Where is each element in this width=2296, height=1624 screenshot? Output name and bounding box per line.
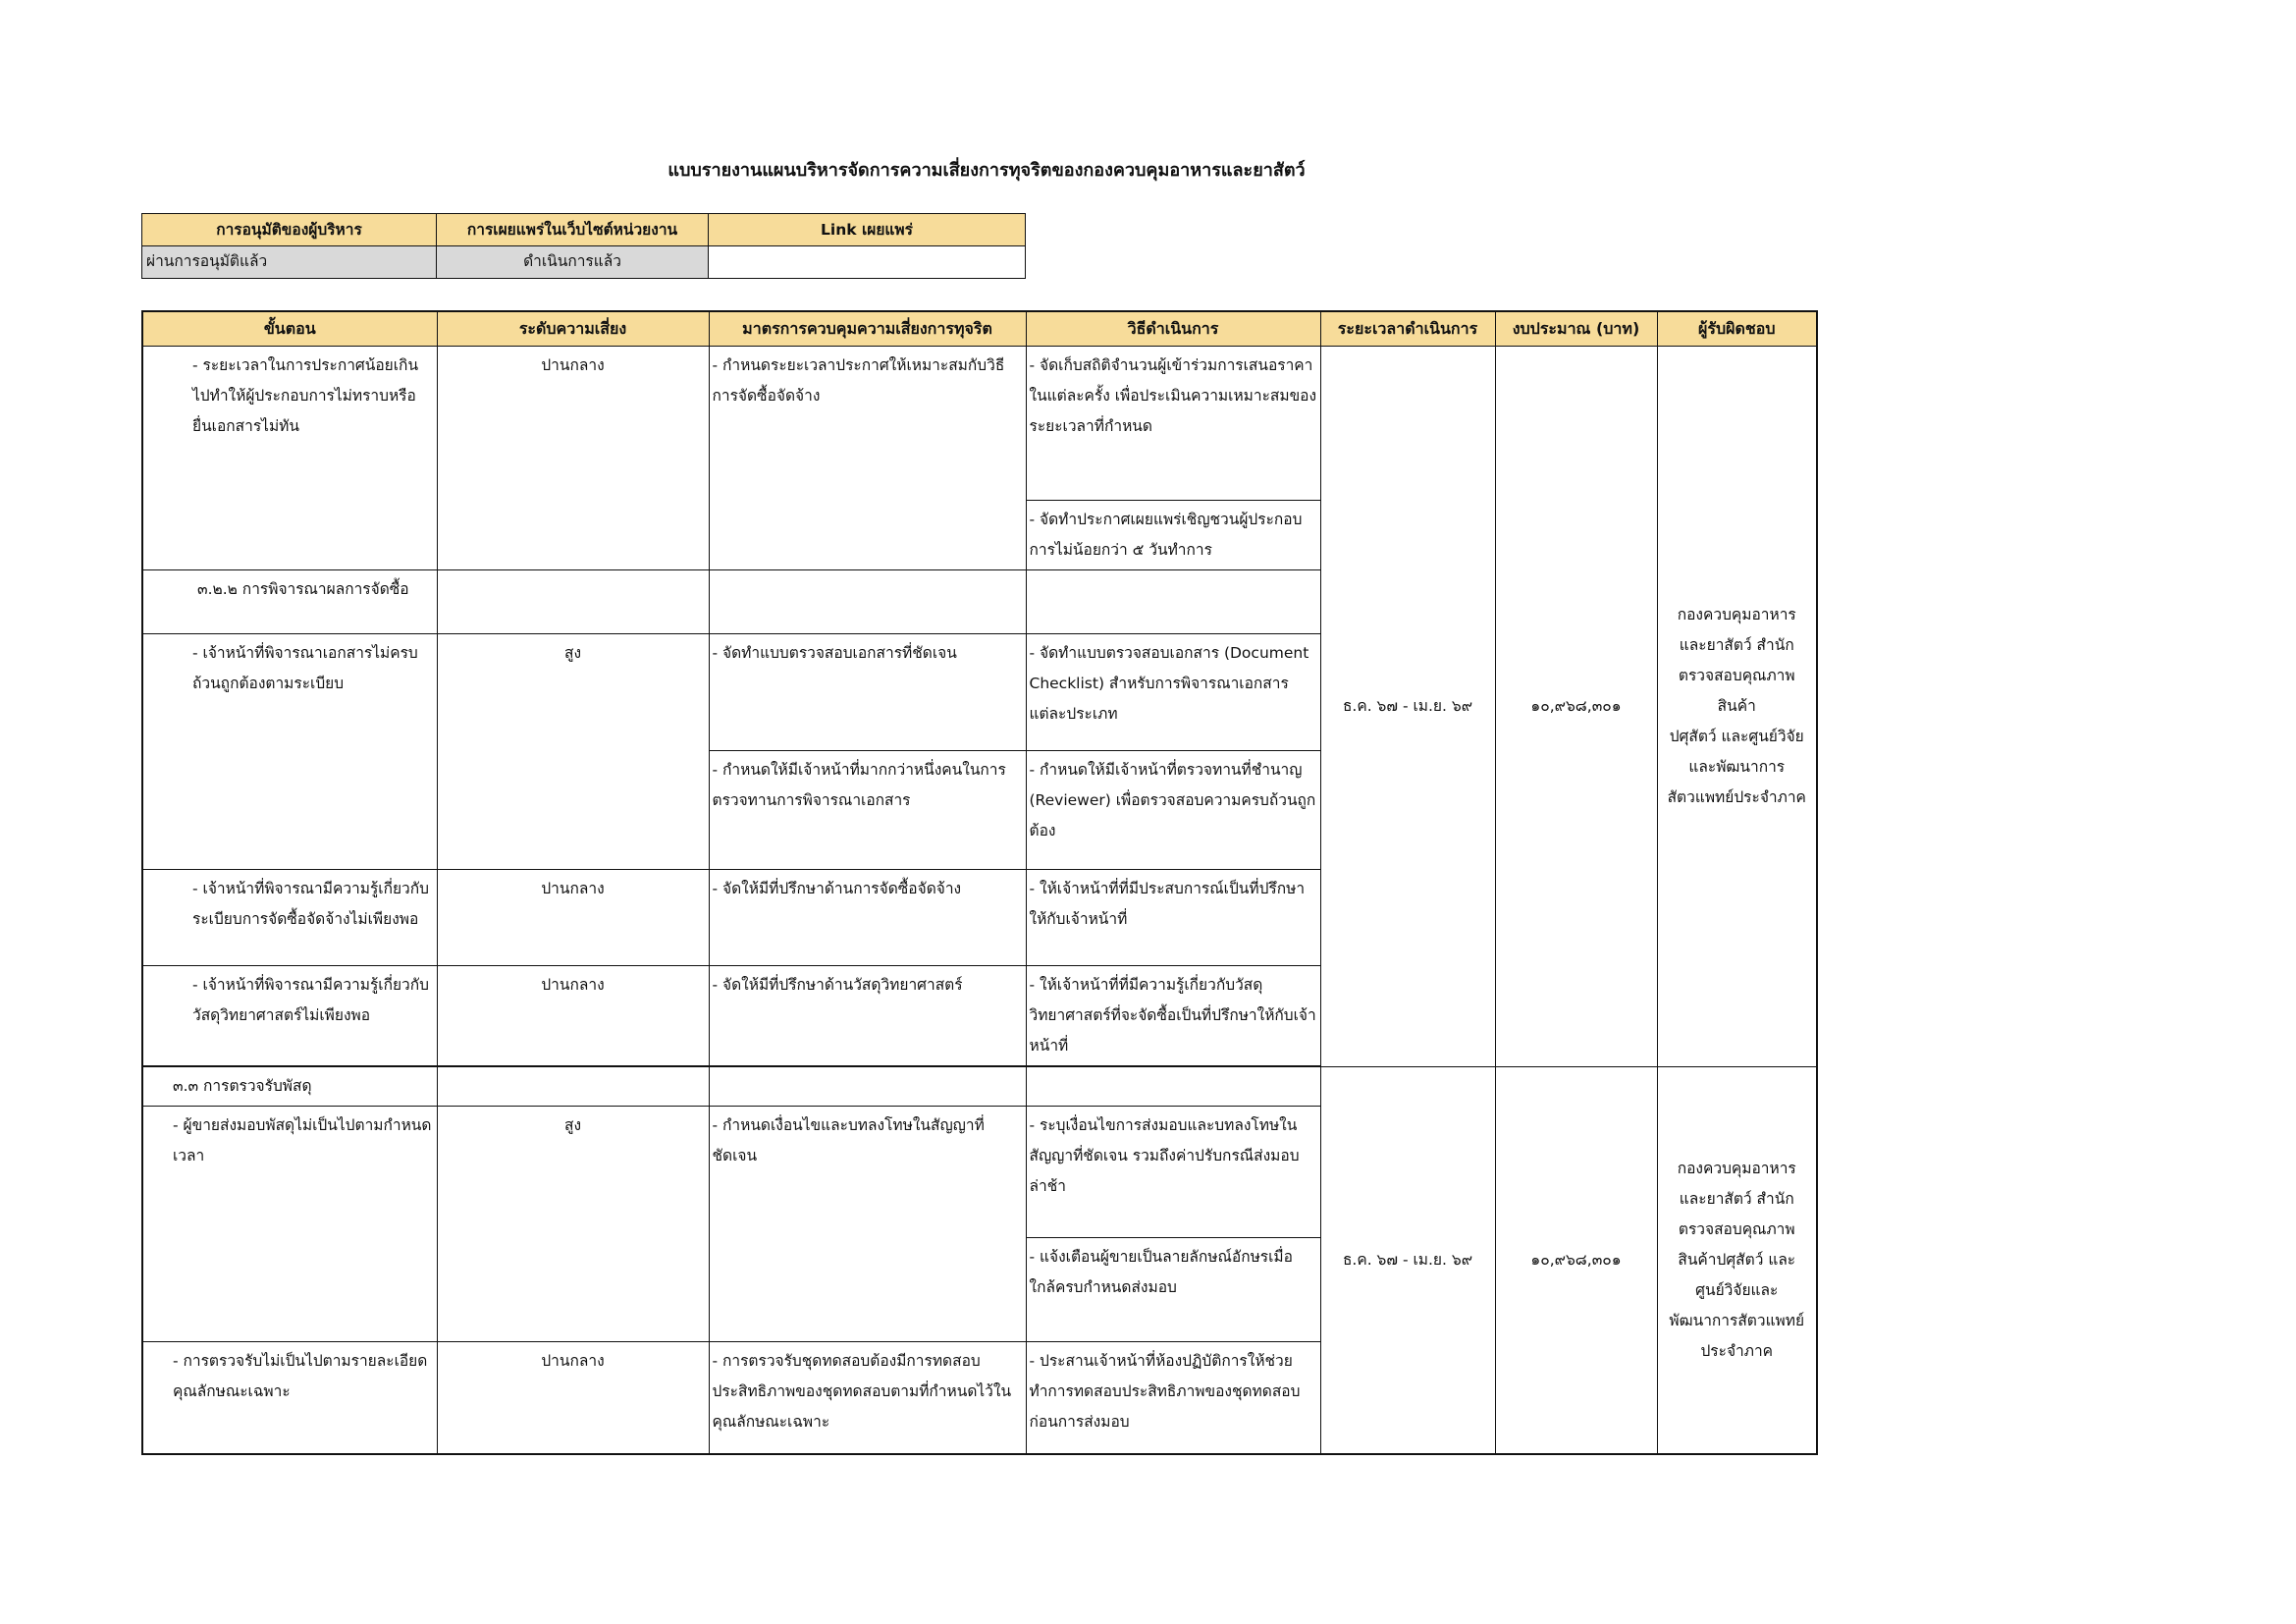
risk-level-cell: ปานกลาง xyxy=(437,965,709,1065)
risk-level-cell: ปานกลาง xyxy=(437,869,709,965)
empty-cell xyxy=(437,1066,709,1106)
risk-level-cell: ปานกลาง xyxy=(437,346,709,569)
approval-header-link: Link เผยแพร่ xyxy=(709,214,1026,246)
empty-cell xyxy=(1026,1066,1320,1106)
risk-level-cell: ปานกลาง xyxy=(437,1341,709,1454)
risk-plan-table xyxy=(141,310,1818,1455)
approval-header-website: การเผยแพร่ในเว็บไซต์หน่วยงาน xyxy=(437,214,709,246)
header-method: วิธีดำเนินการ xyxy=(1026,311,1320,346)
method-cell: - ให้เจ้าหน้าที่ที่มีประสบการณ์เป็นที่ปรึกษาให้กับเจ้าหน้าที่ xyxy=(1026,869,1320,965)
budget-cell: ๑๐,๙๖๘,๓๐๑ xyxy=(1495,1066,1657,1454)
step-cell: - เจ้าหน้าที่พิจารณามีความรู้เกี่ยวกับวัสดุวิทยาศาสตร์ไม่เพียงพอ xyxy=(142,965,437,1065)
approval-status: ผ่านการอนุมัติแล้ว xyxy=(142,246,437,279)
empty-cell xyxy=(709,569,1026,633)
budget-cell: ๑๐,๙๖๘,๓๐๑ xyxy=(1495,346,1657,1066)
step-cell: - เจ้าหน้าที่พิจารณาเอกสารไม่ครบถ้วนถูกต้องตามระเบียบ xyxy=(142,633,437,869)
step-cell: - ผู้ขายส่งมอบพัสดุไม่เป็นไปตามกำหนดเวลา xyxy=(142,1106,437,1341)
method-cell: - ระบุเงื่อนไขการส่งมอบและบทลงโทษในสัญญาที่ชัดเจน รวมถึงค่าปรับกรณีส่งมอบล่าช้า xyxy=(1026,1106,1320,1237)
owner-cell: กองควบคุมอาหาร และยาสัตว์ สำนัก ตรวจสอบคุณภาพ สินค้าปศุสัตว์ และ ศูนย์วิจัยและ พัฒนาการสัตวแพทย์ ประจำภาค xyxy=(1657,1066,1817,1454)
step-cell: - เจ้าหน้าที่พิจารณามีความรู้เกี่ยวกับระเบียบการจัดซื้อจัดจ้างไม่เพียงพอ xyxy=(142,869,437,965)
step-cell: - ระยะเวลาในการประกาศน้อยเกินไปทำให้ผู้ประกอบการไม่ทราบหรือยื่นเอกสารไม่ทัน xyxy=(142,346,437,569)
risk-level-cell: สูง xyxy=(437,633,709,869)
publish-link xyxy=(709,246,1026,279)
approval-table xyxy=(141,213,1026,279)
measure-cell: - จัดให้มีที่ปรึกษาด้านการจัดซื้อจัดจ้าง xyxy=(709,869,1026,965)
method-cell: - ประสานเจ้าหน้าที่ห้องปฏิบัติการให้ช่วยทำการทดสอบประสิทธิภาพของชุดทดสอบก่อนการส่งมอบ xyxy=(1026,1341,1320,1454)
step-cell: - การตรวจรับไม่เป็นไปตามรายละเอียดคุณลักษณะเฉพาะ xyxy=(142,1341,437,1454)
period-cell: ธ.ค. ๖๗ - เม.ย. ๖๙ xyxy=(1320,346,1495,1066)
method-cell: - กำหนดให้มีเจ้าหน้าที่ตรวจทานที่ชำนาญ (Reviewer) เพื่อตรวจสอบความครบถ้วนถูกต้อง xyxy=(1026,750,1320,869)
empty-cell xyxy=(437,569,709,633)
header-owner: ผู้รับผิดชอบ xyxy=(1657,311,1817,346)
method-cell: - ให้เจ้าหน้าที่ที่มีความรู้เกี่ยวกับวัสดุวิทยาศาสตร์ที่จะจัดซื้อเป็นที่ปรึกษาให้กับเจ้าหน้าที่ xyxy=(1026,965,1320,1065)
measure-cell: - จัดให้มีที่ปรึกษาด้านวัสดุวิทยาศาสตร์ xyxy=(709,965,1026,1065)
method-cell: - จัดทำประกาศเผยแพร่เชิญชวนผู้ประกอบการไม่น้อยกว่า ๕ วันทำการ xyxy=(1026,500,1320,569)
header-risk-level: ระดับความเสี่ยง xyxy=(437,311,709,346)
header-budget: งบประมาณ (บาท) xyxy=(1495,311,1657,346)
measure-cell: - กำหนดให้มีเจ้าหน้าที่มากกว่าหนึ่งคนในการตรวจทานการพิจารณาเอกสาร xyxy=(709,750,1026,869)
publish-status: ดำเนินการแล้ว xyxy=(437,246,709,279)
section-label: ๓.๓ การตรวจรับพัสดุ xyxy=(142,1066,437,1106)
measure-cell: - การตรวจรับชุดทดสอบต้องมีการทดสอบประสิทธิภาพของชุดทดสอบตามที่กำหนดไว้ในคุณลักษณะเฉพาะ xyxy=(709,1341,1026,1454)
header-period: ระยะเวลาดำเนินการ xyxy=(1320,311,1495,346)
section-label: ๓.๒.๒ การพิจารณาผลการจัดซื้อ xyxy=(142,569,437,633)
page-title: แบบรายงานแผนบริหารจัดการความเสี่ยงการทุจริตของกองควบคุมอาหารและยาสัตว์ xyxy=(667,160,1306,181)
empty-cell xyxy=(709,1066,1026,1106)
method-cell: - แจ้งเตือนผู้ขายเป็นลายลักษณ์อักษรเมื่อใกล้ครบกำหนดส่งมอบ xyxy=(1026,1237,1320,1341)
approval-header-executive: การอนุมัติของผู้บริหาร xyxy=(142,214,437,246)
risk-level-cell: สูง xyxy=(437,1106,709,1341)
header-step: ขั้นตอน xyxy=(142,311,437,346)
measure-cell: - จัดทำแบบตรวจสอบเอกสารที่ชัดเจน xyxy=(709,633,1026,750)
measure-cell: - กำหนดเงื่อนไขและบทลงโทษในสัญญาที่ชัดเจน xyxy=(709,1106,1026,1341)
period-cell: ธ.ค. ๖๗ - เม.ย. ๖๙ xyxy=(1320,1066,1495,1454)
empty-cell xyxy=(1026,569,1320,633)
owner-cell: กองควบคุมอาหาร และยาสัตว์ สำนัก ตรวจสอบคุณภาพ สินค้า ปศุสัตว์ และศูนย์วิจัย และพัฒนาการ สัตวแพทย์ประจำภาค xyxy=(1657,346,1817,1066)
method-cell: - จัดเก็บสถิติจำนวนผู้เข้าร่วมการเสนอราคาในแต่ละครั้ง เพื่อประเมินความเหมาะสมของระยะเวลาที่กำหนด xyxy=(1026,346,1320,500)
method-cell: - จัดทำแบบตรวจสอบเอกสาร (Document Checklist) สำหรับการพิจารณาเอกสารแต่ละประเภท xyxy=(1026,633,1320,750)
measure-cell: - กำหนดระยะเวลาประกาศให้เหมาะสมกับวิธีการจัดซื้อจัดจ้าง xyxy=(709,346,1026,569)
header-control-measure: มาตรการควบคุมความเสี่ยงการทุจริต xyxy=(709,311,1026,346)
